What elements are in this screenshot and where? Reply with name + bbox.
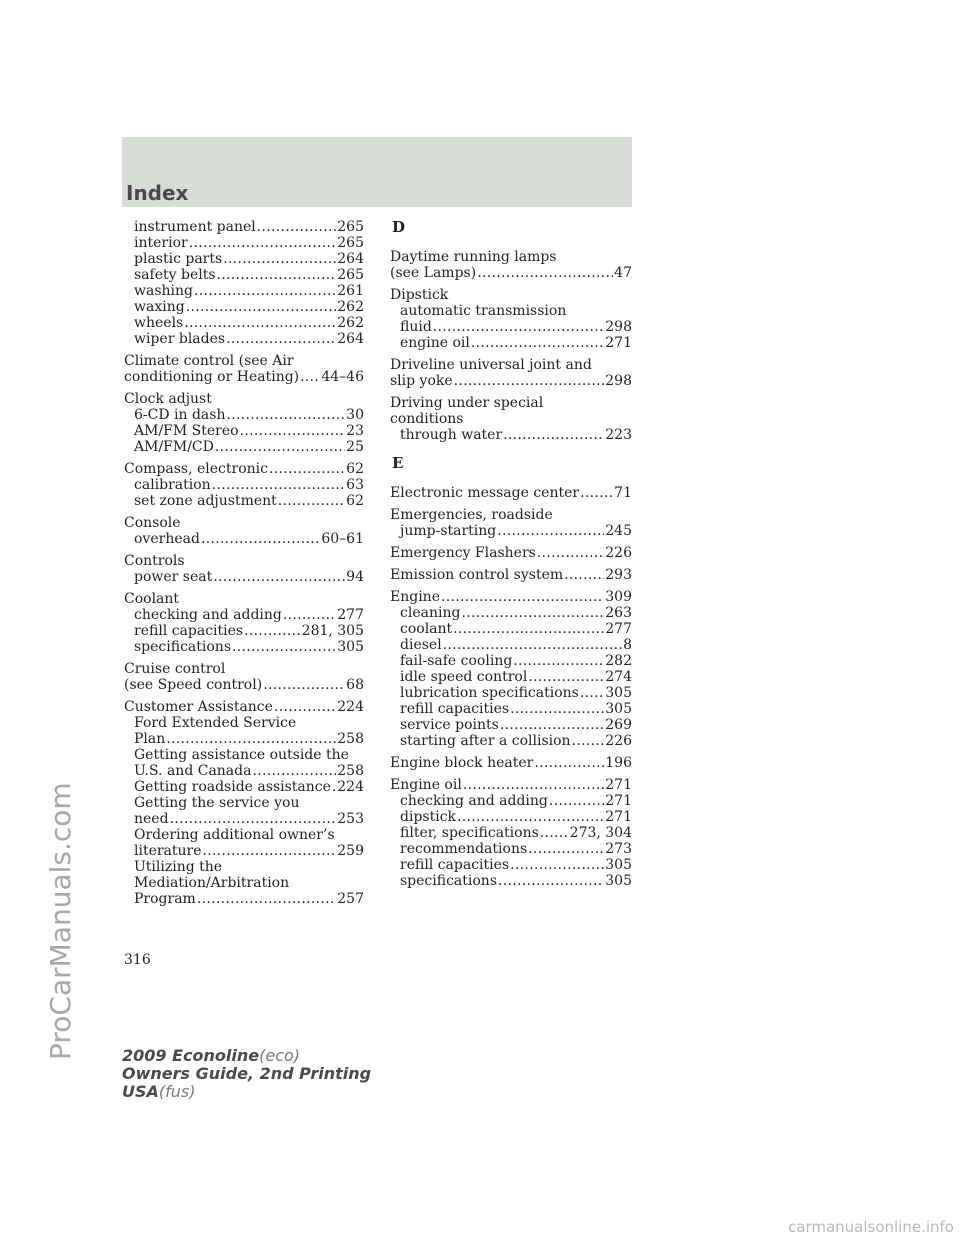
- dot-leader: [244, 623, 301, 639]
- index-subentry-line: [390, 793, 632, 809]
- page-reference: 271: [605, 335, 632, 351]
- page-reference: 309: [605, 589, 632, 605]
- entry-text: Cruise control: [124, 661, 226, 677]
- index-entry-line: [390, 485, 632, 501]
- page-reference: 94: [346, 569, 364, 585]
- index-entry-line: [390, 545, 632, 561]
- index-subentry-line: [390, 857, 632, 873]
- page-reference: 298: [605, 319, 632, 335]
- index-entry: [390, 507, 632, 539]
- entry-text: literature: [134, 843, 202, 859]
- dot-leader: [510, 857, 604, 873]
- dot-leader: [453, 621, 604, 637]
- index-subentry-line: [390, 733, 632, 749]
- entry-text: Getting assistance outside the: [134, 747, 349, 763]
- index-subentry-line: [124, 715, 364, 731]
- dot-leader: [203, 843, 337, 859]
- page-reference: 305: [605, 857, 632, 873]
- entry-text: Engine block heater: [390, 755, 534, 771]
- dot-leader: [433, 319, 604, 335]
- index-entry: [390, 485, 632, 501]
- entry-text: idle speed control: [400, 669, 528, 685]
- index-subentry-line: [390, 637, 632, 653]
- index-subentry-line: [124, 251, 364, 267]
- index-subentry-line: [124, 827, 364, 843]
- entry-text: conditions: [390, 411, 464, 427]
- dot-leader: [232, 639, 336, 655]
- entry-text: refill capacities: [400, 701, 510, 717]
- dot-leader: [513, 653, 604, 669]
- index-entry-line: [124, 591, 364, 607]
- entry-text: wheels: [134, 315, 184, 331]
- dot-leader: [274, 699, 336, 715]
- index-entry-line: [390, 507, 632, 523]
- index-subentry-line: [390, 427, 632, 443]
- page-reference: 226: [605, 733, 632, 749]
- page-reference: 263: [605, 605, 632, 621]
- index-entry: [390, 287, 632, 351]
- entry-text: 6-CD in dash: [134, 407, 226, 423]
- entry-text: Engine: [390, 589, 440, 605]
- dot-leader: [580, 485, 613, 501]
- dot-leader: [503, 427, 604, 443]
- page-reference: 60–61: [321, 531, 364, 547]
- entry-text: instrument panel: [134, 219, 256, 235]
- entry-text: safety belts: [134, 267, 216, 283]
- page-reference: 62: [346, 493, 364, 509]
- footer-model-code: (eco): [259, 1046, 301, 1065]
- page-reference: 8: [623, 637, 632, 653]
- dot-leader: [201, 531, 320, 547]
- index-subentry-line: [390, 825, 632, 841]
- dot-leader: [194, 283, 336, 299]
- index-section-e: [390, 485, 632, 889]
- index-subentry-line: [390, 873, 632, 889]
- index-entry-line: [124, 461, 364, 477]
- page-reference: 271: [605, 793, 632, 809]
- page-reference: 63: [346, 477, 364, 493]
- entry-text: Ford Extended Service: [134, 715, 297, 731]
- index-subentry-line: [390, 523, 632, 539]
- page-reference: 273, 304: [569, 825, 632, 841]
- index-subentry-line: [390, 841, 632, 857]
- footer-edition: Owners Guide, 2nd Printing: [122, 1064, 372, 1083]
- letter-heading-d: D: [392, 218, 406, 236]
- index-subentry-line: [390, 605, 632, 621]
- letter-heading-e: E: [392, 454, 404, 472]
- entry-text: Getting the service you: [134, 795, 300, 811]
- dot-leader: [443, 637, 622, 653]
- entry-text: Console: [124, 515, 181, 531]
- dot-leader: [212, 477, 345, 493]
- index-entry-line: [390, 287, 632, 303]
- page-reference: 265: [337, 219, 364, 235]
- entry-text: Program: [134, 891, 196, 907]
- dot-leader: [510, 701, 604, 717]
- entry-text: refill capacities: [400, 857, 510, 873]
- entry-text: Dipstick: [390, 287, 449, 303]
- index-subentry-line: [124, 219, 364, 235]
- index-subentry-line: [390, 809, 632, 825]
- dot-leader: [170, 811, 337, 827]
- dot-leader: [534, 755, 604, 771]
- dot-leader: [197, 891, 336, 907]
- page-reference: 305: [605, 685, 632, 701]
- index-subentry-line: [124, 569, 364, 585]
- dot-leader: [537, 545, 604, 561]
- page-reference: 264: [337, 331, 364, 347]
- dot-leader: [580, 685, 604, 701]
- page-reference: 264: [337, 251, 364, 267]
- entry-text: Emergency Flashers: [390, 545, 536, 561]
- page-reference: 224: [337, 779, 364, 795]
- entry-text: filter, specifications: [400, 825, 539, 841]
- page-reference: 44–46: [321, 369, 364, 385]
- page-reference: 298: [605, 373, 632, 389]
- index-column-right: [390, 219, 632, 895]
- index-entry: [390, 395, 632, 443]
- entry-text: plastic parts: [134, 251, 223, 267]
- index-entry-line: [124, 369, 364, 385]
- entry-text: cleaning: [400, 605, 461, 621]
- index-subentry-line: [124, 607, 364, 623]
- document-footer: [122, 1047, 371, 1101]
- page-reference: 271: [605, 809, 632, 825]
- dot-leader: [186, 299, 337, 315]
- dot-leader: [528, 841, 604, 857]
- index-entry: [124, 219, 364, 347]
- entry-text: (see Lamps): [390, 265, 477, 281]
- index-entry-line: [390, 777, 632, 793]
- page-reference: 282: [605, 653, 632, 669]
- entry-text: Engine oil: [390, 777, 462, 793]
- index-subentry-line: [390, 669, 632, 685]
- index-subentry-line: [390, 335, 632, 351]
- entry-text: engine oil: [400, 335, 470, 351]
- dot-leader: [471, 335, 604, 351]
- index-subentry-line: [124, 779, 364, 795]
- page-reference: 305: [605, 701, 632, 717]
- page-reference: 68: [346, 677, 364, 693]
- page-reference: 25: [346, 439, 364, 455]
- entry-text: jump-starting: [400, 523, 497, 539]
- page-reference: 257: [337, 891, 364, 907]
- entry-text: washing: [134, 283, 193, 299]
- page-reference: 224: [337, 699, 364, 715]
- footer-model: 2009 Econoline: [122, 1046, 260, 1065]
- page-reference: 281, 305: [301, 623, 364, 639]
- index-subentry-line: [124, 859, 364, 875]
- entry-text: (see Speed control): [124, 677, 263, 693]
- entry-text: specifications: [134, 639, 232, 655]
- index-entry-line: [124, 391, 364, 407]
- entry-text: through water: [400, 427, 503, 443]
- index-subentry-line: [124, 747, 364, 763]
- entry-text: Mediation/Arbitration: [134, 875, 290, 891]
- index-section-d: [390, 249, 632, 443]
- entry-text: Controls: [124, 553, 185, 569]
- entry-text: Getting roadside assistance: [134, 779, 331, 795]
- page-reference: 62: [346, 461, 364, 477]
- index-column-left: [124, 219, 364, 913]
- page-reference: 23: [346, 423, 364, 439]
- page-reference: 265: [337, 267, 364, 283]
- entry-text: slip yoke: [390, 373, 453, 389]
- page-number: 316: [124, 952, 151, 968]
- dot-leader: [457, 809, 604, 825]
- page-reference: 262: [337, 299, 364, 315]
- index-entry: [390, 567, 632, 583]
- index-subentry-line: [390, 319, 632, 335]
- entry-text: AM/FM Stereo: [134, 423, 239, 439]
- entry-text: lubrication specifications: [400, 685, 579, 701]
- index-entry: [390, 249, 632, 281]
- entry-text: specifications: [400, 873, 498, 889]
- index-subentry-line: [124, 267, 364, 283]
- index-entry-line: [390, 249, 632, 265]
- entry-text: U.S. and Canada: [134, 763, 252, 779]
- index-entry-line: [390, 357, 632, 373]
- entry-text: wiper blades: [134, 331, 226, 347]
- dot-leader: [540, 825, 569, 841]
- index-entry: [124, 461, 364, 509]
- entry-text: recommendations: [400, 841, 528, 857]
- entry-text: service points: [400, 717, 499, 733]
- entry-text: Emission control system: [390, 567, 564, 583]
- entry-text: fail-safe cooling: [400, 653, 513, 669]
- dot-leader: [189, 235, 337, 251]
- index-entry: [390, 357, 632, 389]
- index-entry-line: [390, 567, 632, 583]
- entry-text: refill capacities: [134, 623, 244, 639]
- index-entry-line: [390, 755, 632, 771]
- page-reference: 226: [605, 545, 632, 561]
- entry-text: Emergencies, roadside: [390, 507, 553, 523]
- entry-text: Plan: [134, 731, 166, 747]
- index-subentry-line: [124, 235, 364, 251]
- index-subentry-line: [124, 623, 364, 639]
- page-reference: 196: [605, 755, 632, 771]
- index-subentry-line: [124, 493, 364, 509]
- side-watermark-text: ProCarManuals.com: [44, 782, 77, 1060]
- entry-text: interior: [134, 235, 188, 251]
- index-entry-line: [124, 353, 364, 369]
- dot-leader: [263, 677, 345, 693]
- page-reference: 305: [337, 639, 364, 655]
- index-subentry-line: [124, 477, 364, 493]
- entry-text: automatic transmission: [400, 303, 567, 319]
- page-reference: 258: [337, 731, 364, 747]
- index-entry: [124, 353, 364, 385]
- page-reference: 273: [605, 841, 632, 857]
- page-reference: 245: [605, 523, 632, 539]
- dot-leader: [226, 331, 336, 347]
- entry-text: Compass, electronic: [124, 461, 268, 477]
- dot-leader: [283, 607, 336, 623]
- index-subentry-line: [390, 653, 632, 669]
- dot-leader: [215, 439, 345, 455]
- section-header-band: [122, 137, 632, 207]
- entry-text: Customer Assistance: [124, 699, 273, 715]
- entry-text: Driving under special: [390, 395, 544, 411]
- index-subentry-line: [124, 283, 364, 299]
- page-reference: 259: [337, 843, 364, 859]
- dot-leader: [441, 589, 604, 605]
- entry-text: Utilizing the: [134, 859, 223, 875]
- index-entry-line: [124, 515, 364, 531]
- entry-text: Daytime running lamps: [390, 249, 557, 265]
- page-reference: 71: [614, 485, 632, 501]
- index-entry-line: [124, 699, 364, 715]
- footer-line-3: [122, 1083, 371, 1101]
- index-entry-line: [390, 395, 632, 411]
- page-reference: 277: [337, 607, 364, 623]
- entry-text: dipstick: [400, 809, 457, 825]
- dot-leader: [217, 267, 337, 283]
- entry-text: AM/FM/CD: [134, 439, 214, 455]
- page-reference: 47: [614, 265, 632, 281]
- entry-text: Electronic message center: [390, 485, 580, 501]
- dot-leader: [332, 779, 336, 795]
- index-subentry-line: [124, 331, 364, 347]
- index-entry: [390, 545, 632, 561]
- page-reference: 269: [605, 717, 632, 733]
- page-reference: 258: [337, 763, 364, 779]
- dot-leader: [454, 373, 605, 389]
- index-subentry-line: [124, 439, 364, 455]
- page-reference: 30: [346, 407, 364, 423]
- index-subentry-line: [124, 315, 364, 331]
- index-entry: [124, 391, 364, 455]
- index-subentry-line: [124, 811, 364, 827]
- index-subentry-line: [124, 639, 364, 655]
- index-subentry-line: [390, 621, 632, 637]
- entry-text: overhead: [134, 531, 200, 547]
- footer-line-2: [122, 1065, 371, 1083]
- index-subentry-line: [124, 531, 364, 547]
- dot-leader: [223, 251, 336, 267]
- entry-text: Driveline universal joint and: [390, 357, 592, 373]
- page-reference: 277: [605, 621, 632, 637]
- entry-text: fluid: [400, 319, 432, 335]
- index-entry-line: [124, 677, 364, 693]
- page-reference: 271: [605, 777, 632, 793]
- section-title: Index: [126, 181, 189, 205]
- page-reference: 305: [605, 873, 632, 889]
- dot-leader: [461, 605, 604, 621]
- entry-text: starting after a collision: [400, 733, 571, 749]
- index-subentry-line: [124, 891, 364, 907]
- entry-text: need: [134, 811, 169, 827]
- page-reference: 293: [605, 567, 632, 583]
- footer-market: USA: [122, 1082, 159, 1101]
- entry-text: checking and adding: [134, 607, 282, 623]
- dot-leader: [572, 733, 605, 749]
- index-entry: [390, 777, 632, 889]
- page-reference: 274: [605, 669, 632, 685]
- bottom-watermark: carmanualsonline.info: [788, 1218, 954, 1236]
- index-entry: [124, 699, 364, 907]
- dot-leader: [477, 265, 613, 281]
- page-reference: 265: [337, 235, 364, 251]
- dot-leader: [463, 777, 604, 793]
- footer-line-1: [122, 1047, 371, 1065]
- entry-text: conditioning or Heating): [124, 369, 300, 385]
- index-subentry-line: [390, 717, 632, 733]
- dot-leader: [278, 493, 345, 509]
- entry-text: diesel: [400, 637, 442, 653]
- entry-text: set zone adjustment: [134, 493, 277, 509]
- entry-text: Ordering additional owner’s: [134, 827, 335, 843]
- index-subentry-line: [124, 763, 364, 779]
- index-subentry-line: [390, 685, 632, 701]
- entry-text: calibration: [134, 477, 211, 493]
- dot-leader: [500, 717, 604, 733]
- page-reference: 223: [605, 427, 632, 443]
- index-subentry-line: [124, 795, 364, 811]
- index-subentry-line: [124, 299, 364, 315]
- index-entry-line: [124, 661, 364, 677]
- dot-leader: [166, 731, 336, 747]
- index-entry-line: [390, 373, 632, 389]
- dot-leader: [257, 219, 337, 235]
- index-entry: [390, 755, 632, 771]
- footer-market-code: (fus): [158, 1082, 196, 1101]
- dot-leader: [226, 407, 345, 423]
- page-reference: 253: [337, 811, 364, 827]
- dot-leader: [528, 669, 604, 685]
- index-subentry-line: [124, 843, 364, 859]
- dot-leader: [269, 461, 345, 477]
- page-reference: 262: [337, 315, 364, 331]
- entry-text: checking and adding: [400, 793, 548, 809]
- entry-text: Climate control (see Air: [124, 353, 294, 369]
- index-entry-line: [390, 589, 632, 605]
- entry-text: waxing: [134, 299, 185, 315]
- index-entry-line: [124, 553, 364, 569]
- index-entry-line: [390, 411, 632, 427]
- dot-leader: [497, 523, 604, 539]
- index-entry: [124, 515, 364, 547]
- entry-text: Clock adjust: [124, 391, 212, 407]
- index-subentry-line: [124, 875, 364, 891]
- dot-leader: [549, 793, 604, 809]
- dot-leader: [240, 423, 346, 439]
- entry-text: power seat: [134, 569, 213, 585]
- dot-leader: [184, 315, 336, 331]
- entry-text: coolant: [400, 621, 453, 637]
- dot-leader: [213, 569, 345, 585]
- index-subentry-line: [124, 731, 364, 747]
- dot-leader: [252, 763, 336, 779]
- index-entry: [124, 553, 364, 585]
- index-entry: [124, 661, 364, 693]
- dot-leader: [564, 567, 604, 583]
- index-subentry-line: [124, 407, 364, 423]
- index-subentry-line: [124, 423, 364, 439]
- page-reference: 261: [337, 283, 364, 299]
- dot-leader: [498, 873, 604, 889]
- index-entry-line: [390, 265, 632, 281]
- side-watermark: [6, 500, 77, 1060]
- index-entry: [124, 591, 364, 655]
- dot-leader: [300, 369, 320, 385]
- index-subentry-line: [390, 701, 632, 717]
- entry-text: Coolant: [124, 591, 180, 607]
- index-entry: [390, 589, 632, 749]
- index-subentry-line: [390, 303, 632, 319]
